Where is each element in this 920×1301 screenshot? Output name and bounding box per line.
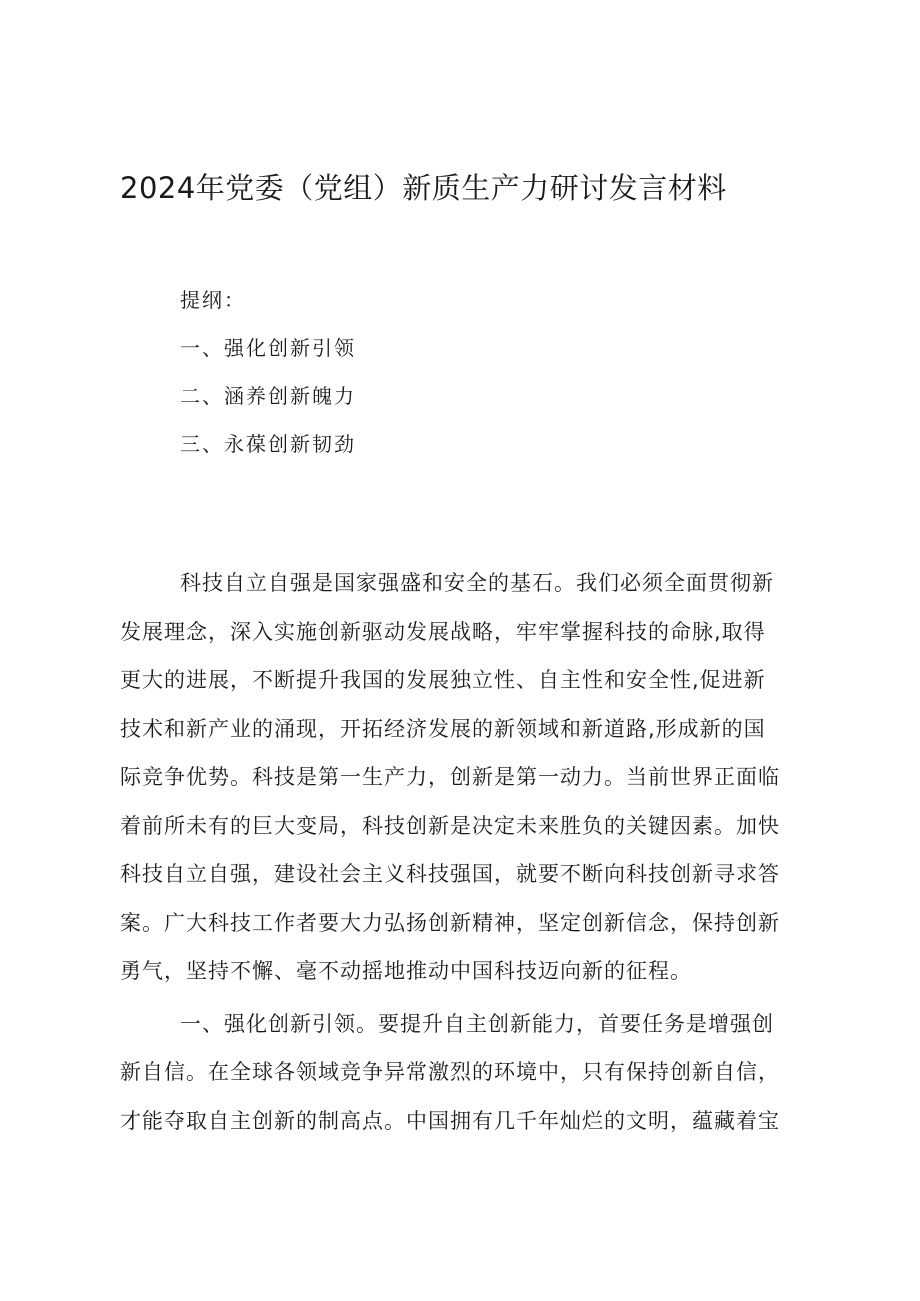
paragraph-line: 科技自立自强，建设社会主义科技强国，就要不断向科技创新寻求答 (120, 862, 780, 886)
paragraph-line: 新自信。在全球各领域竞争异常激烈的环境中，只有保持创新自信， (120, 1060, 780, 1084)
outline-item: 三、永葆创新韧劲 (180, 432, 356, 456)
document-title: 2024年党委（党组）新质生产力研讨发言材料 (120, 171, 727, 205)
document-body (120, 559, 802, 1145)
paragraph-line: 案。广大科技工作者要大力弘扬创新精神，坚定创新信念，保持创新 (120, 910, 780, 935)
paragraph-intro (120, 559, 802, 996)
paragraph-line: 着前所未有的巨大变局，科技创新是决定未来胜负的关键因素。加快 (120, 813, 780, 838)
outline-item: 二、涵养创新魄力 (180, 384, 356, 408)
paragraph-line: 科技自立自强是国家强盛和安全的基石。我们必须全面贯彻新 (180, 571, 774, 595)
paragraph-line: 一、强化创新引领。要提升自主创新能力，首要任务是增强创 (180, 1011, 774, 1036)
outline-item: 一、强化创新引领 (180, 336, 356, 360)
paragraph-line: 际竞争优势。科技是第一生产力，创新是第一动力。当前世界正面临 (120, 765, 780, 789)
paragraph-line: 技术和新产业的涌现，开拓经济发展的新领域和新道路,形成新的国 (120, 716, 766, 741)
outline-label: 提纲： (180, 288, 246, 312)
paragraph-line: 发展理念，深入实施创新驱动发展战略，牢牢掌握科技的命脉,取得 (120, 619, 766, 644)
paragraph-line: 勇气，坚持不懈、毫不动摇地推动中国科技迈向新的征程。 (120, 959, 692, 983)
paragraph-line: 更大的进展，不断提升我国的发展独立性、自主性和安全性,促进新 (120, 668, 766, 692)
paragraph-line: 才能夺取自主创新的制高点。中国拥有几千年灿烂的文明，蕴藏着宝 (120, 1108, 780, 1133)
outline-section (180, 276, 680, 468)
paragraph-section-one (120, 1000, 802, 1146)
